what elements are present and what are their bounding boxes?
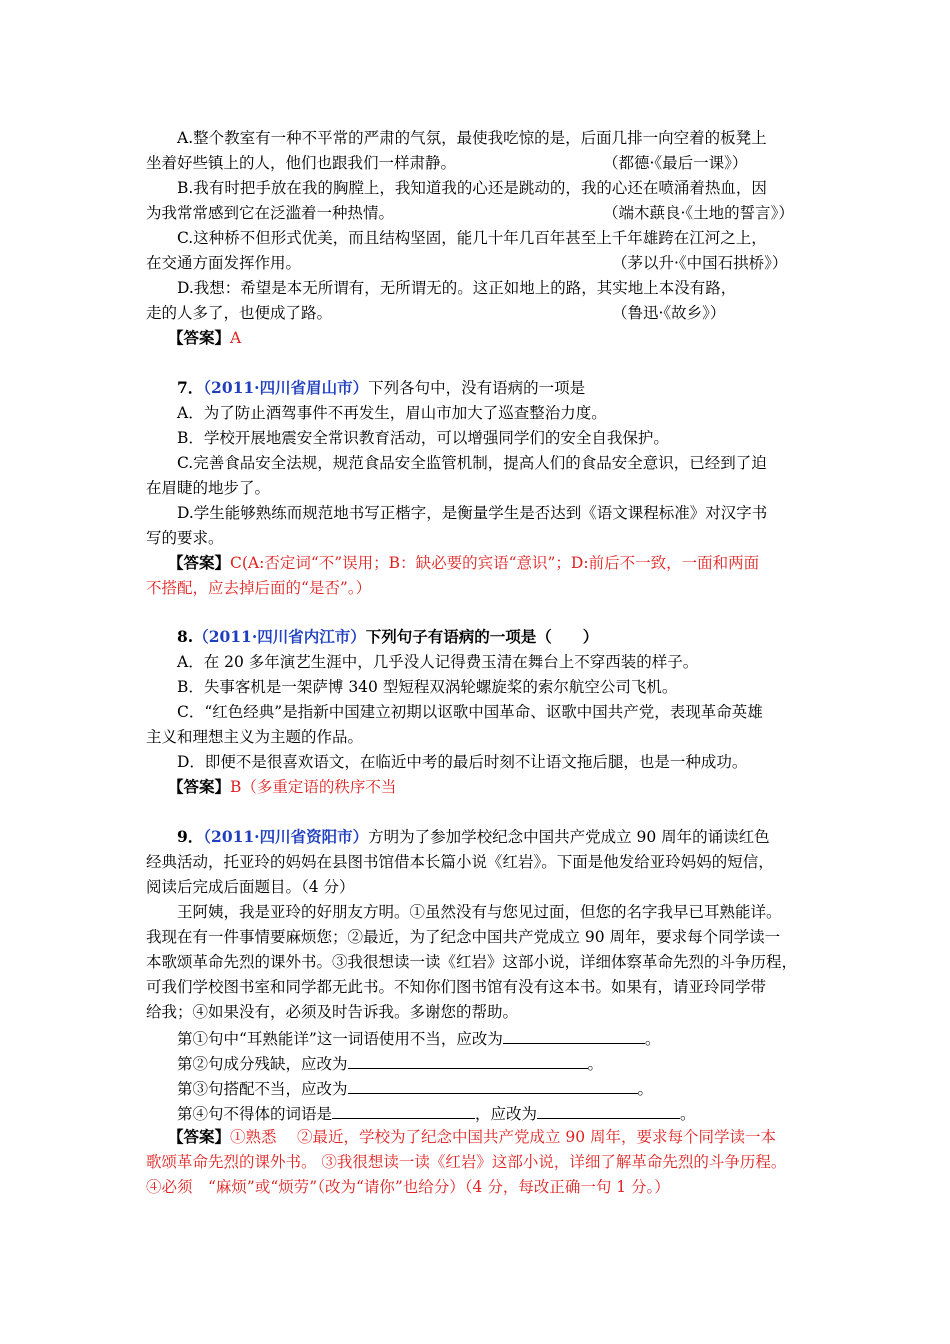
q7-answer — [168, 553, 759, 573]
q8-number: 8. — [177, 627, 194, 646]
answer-label: 【答案】 — [168, 777, 231, 796]
q7-stem — [177, 378, 585, 398]
q8-stem — [177, 627, 598, 647]
q9-task-1-blank[interactable] — [503, 1027, 645, 1044]
q9-stem-line2: 经典活动，托亚玲的妈妈在县图书馆借本长篇小说《红岩》。下面是他发给亚玲妈妈的短信， — [146, 853, 774, 871]
q7-option-d-line1: D.学生能够熟练而规范地书写正楷字，是衡量学生是否达到《语文课程标准》对汉字书 — [177, 504, 768, 522]
q7-number: 7． — [177, 378, 204, 397]
q6-option-b-line2: 为我常常感到它在泛滥着一种热情。 — [146, 204, 395, 222]
q7-stem-text: 下列各句中，没有语病的一项是 — [368, 379, 586, 397]
q7-option-c-line2: 在眉睫的地步了。 — [146, 479, 271, 497]
q6-option-d-source: （鲁迅·《故乡》） — [612, 304, 726, 322]
q9-task-3-text: 第③句搭配不当，应改为 — [177, 1080, 348, 1098]
q9-answer-line2: 歌颂革命先烈的课外书。 ③我很想读一读《红岩》这部小说，详细了解革命先烈的斗争历程。 — [146, 1153, 787, 1171]
q6-option-b-source: （端木蕻良·《土地的誓言》） — [603, 204, 794, 222]
q6-option-a-line1: A.整个教室有一种不平常的严肃的气氛，最使我吃惊的是，后面几排一向空着的板凳上 — [177, 129, 767, 147]
q9-message-line2: 我现在有一件事情要麻烦您；②最近，为了纪念中国共产党成立 90 周年，要求每个同学读一 — [146, 928, 781, 946]
period: 。 — [637, 1080, 654, 1098]
q9-message-line1: 王阿姨，我是亚玲的好朋友方明。①虽然没有与您见过面，但您的名字我早已耳熟能详。 — [177, 903, 782, 921]
q9-task-4 — [177, 1102, 696, 1124]
q9-number: 9． — [177, 827, 204, 846]
q9-source: （2011·四川省资阳市） — [203, 827, 369, 846]
q9-task-4-blank-b[interactable] — [537, 1102, 680, 1119]
q9-answer-line1: ①熟悉 ②最近，学校为了纪念中国共产党成立 90 周年，要求每个同学读一本 — [230, 1128, 777, 1146]
q9-task-4-text-b: ，应改为 — [475, 1105, 538, 1123]
q9-message-line5: 给我；④如果没有，必须及时告诉我。多谢您的帮助。 — [146, 1003, 519, 1021]
answer-label: 【答案】 — [168, 553, 231, 572]
q9-task-3 — [177, 1077, 653, 1099]
q6-option-a-line2: 坐着好些镇上的人，他们也跟我们一样肃静。 — [146, 154, 457, 172]
q9-task-1 — [177, 1027, 660, 1049]
q6-answer-text: A — [230, 329, 242, 347]
q8-option-a: A．在 20 多年演艺生涯中，几乎没人记得费玉清在舞台上不穿西装的样子。 — [177, 653, 699, 671]
q9-stem-text: 方明为了参加学校纪念中国共产党成立 90 周年的诵读红色 — [368, 828, 770, 846]
q6-option-c-source: （茅以升·《中国石拱桥》） — [612, 254, 788, 272]
q7-option-d-line2: 写的要求。 — [146, 529, 224, 547]
q9-stem-line3: 阅读后完成后面题目。（4 分） — [146, 878, 355, 896]
q7-answer-text-line1: C(A:否定词“不”误用；B：缺必要的宾语“意识”；D:前后不一致，一面和两面 — [230, 554, 760, 572]
q9-task-2-text: 第②句成分残缺，应改为 — [177, 1055, 348, 1073]
period: 。 — [587, 1055, 604, 1073]
period: 。 — [644, 1030, 661, 1048]
q7-option-a: A．为了防止酒驾事件不再发生，眉山市加大了巡查整治力度。 — [177, 404, 607, 422]
q8-option-c-line1: C．“红色经典”是指新中国建立初期以讴歌中国革命、讴歌中国共产党，表现革命英雄 — [177, 703, 763, 721]
q8-source: （2011·四川省内江市） — [193, 627, 366, 646]
q9-answer — [168, 1127, 776, 1147]
answer-label: 【答案】 — [168, 1127, 231, 1146]
q9-task-1-text: 第①句中“耳熟能详”这一词语使用不当，应改为 — [177, 1030, 503, 1048]
q7-source: （2011·四川省眉山市） — [203, 378, 369, 397]
q9-answer-line3: ④必须 “麻烦”或“烦劳”（改为“请你”也给分）（4 分，每改正确一句 1 分。） — [146, 1178, 670, 1196]
period: 。 — [680, 1105, 696, 1123]
q9-task-2 — [177, 1052, 603, 1074]
q8-option-b: B．失事客机是一架萨博 340 型短程双涡轮螺旋桨的索尔航空公司飞机。 — [177, 678, 678, 696]
q8-answer — [168, 777, 396, 797]
q9-task-2-blank[interactable] — [348, 1052, 588, 1069]
answer-label: 【答案】 — [168, 328, 231, 347]
q8-option-d: D．即便不是很喜欢语文，在临近中考的最后时刻不让语文拖后腿，也是一种成功。 — [177, 753, 748, 771]
q9-task-4-text: 第④句不得体的词语是 — [177, 1105, 333, 1123]
q7-option-b: B．学校开展地震安全常识教育活动，可以增强同学们的安全自我保护。 — [177, 429, 669, 447]
q9-message-line3: 本歌颂革命先烈的课外书。③我很想读一读《红岩》这部小说，详细体察革命先烈的斗争历程， — [146, 953, 798, 971]
q6-option-c-line1: C.这种桥不但形式优美，而且结构坚固，能几十年几百年甚至上千年雄跨在江河之上， — [177, 229, 767, 247]
q6-option-b-line1: B.我有时把手放在我的胸膛上，我知道我的心还是跳动的，我的心还在喷涌着热血，因 — [177, 179, 767, 197]
q6-answer — [168, 328, 241, 348]
q8-answer-text: B（多重定语的秩序不当 — [230, 778, 397, 796]
q9-stem-line1 — [177, 827, 770, 847]
q6-option-d-line2: 走的人多了，也便成了路。 — [146, 304, 333, 322]
q8-option-c-line2: 主义和理想主义为主题的作品。 — [146, 728, 364, 746]
q6-option-c-line2: 在交通方面发挥作用。 — [146, 254, 302, 272]
q6-option-a-source: （都德·《最后一课》） — [603, 154, 748, 172]
q9-task-4-blank-a[interactable] — [332, 1102, 475, 1119]
q9-task-3-blank[interactable] — [348, 1077, 638, 1094]
q7-answer-text-line2: 不搭配，应去掉后面的“是否”。） — [146, 579, 372, 597]
q8-stem-text: 下列句子有语病的一项是（ ） — [365, 627, 599, 646]
q7-option-c-line1: C.完善食品安全法规，规范食品安全监管机制，提高人们的食品安全意识，已经到了迫 — [177, 454, 767, 472]
q6-option-d-line1: D.我想：希望是本无所谓有，无所谓无的。这正如地上的路，其实地上本没有路， — [177, 279, 737, 297]
q9-message-line4: 可我们学校图书室和同学都无此书。不知你们图书馆有没有这本书。如果有，请亚玲同学带 — [146, 978, 767, 996]
